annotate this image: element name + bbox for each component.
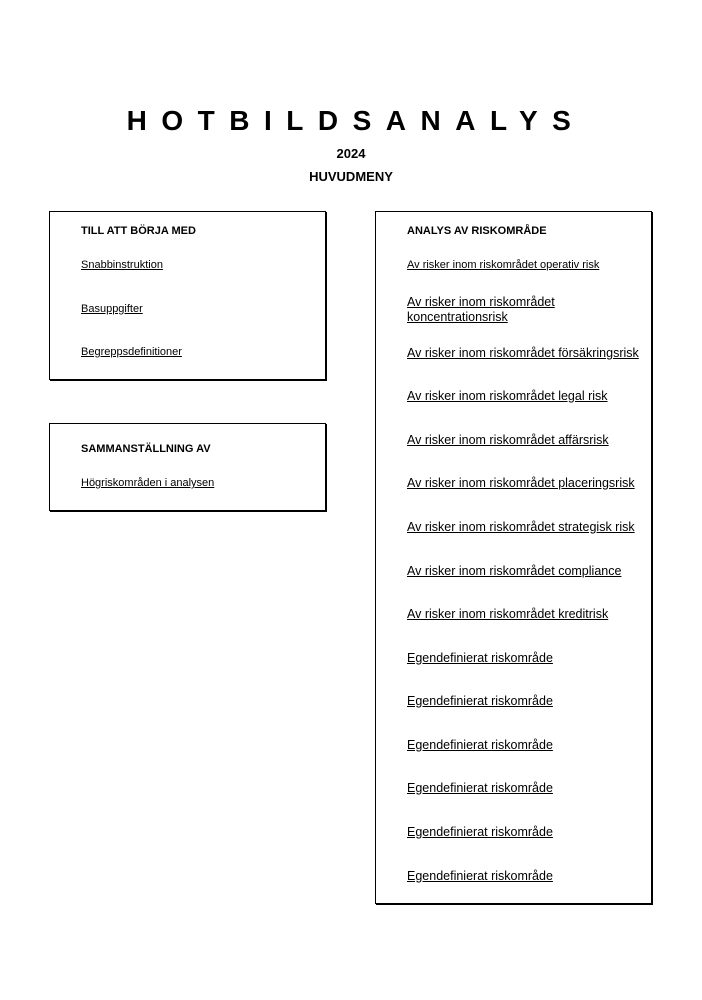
link-egendefinierat-6[interactable]: Egendefinierat riskområde <box>407 869 553 883</box>
link-koncentrationsrisk[interactable]: Av risker inom riskområdet koncentrationsrisk <box>407 295 555 324</box>
link-egendefinierat-4[interactable]: Egendefinierat riskområde <box>407 781 553 795</box>
link-compliance[interactable]: Av risker inom riskområdet compliance <box>407 564 622 578</box>
start-box-heading: TILL ATT BÖRJA MED <box>81 225 196 237</box>
link-strategisk-risk[interactable]: Av risker inom riskområdet strategisk risk <box>407 520 635 534</box>
link-egendefinierat-3[interactable]: Egendefinierat riskområde <box>407 738 553 752</box>
link-begreppsdefinitioner[interactable]: Begreppsdefinitioner <box>81 346 182 358</box>
link-snabbinstruktion[interactable]: Snabbinstruktion <box>81 259 163 271</box>
link-operativ-risk[interactable]: Av risker inom riskområdet operativ risk <box>407 259 600 271</box>
link-placeringsrisk[interactable]: Av risker inom riskområdet placeringsrisk <box>407 476 635 490</box>
analysis-box-heading: ANALYS AV RISKOMRÅDE <box>407 225 547 237</box>
page-title: HOTBILDSANALYS <box>126 105 586 136</box>
link-egendefinierat-1[interactable]: Egendefinierat riskområde <box>407 651 553 665</box>
link-legal-risk[interactable]: Av risker inom riskområdet legal risk <box>407 389 608 403</box>
link-affarsrisk[interactable]: Av risker inom riskområdet affärsrisk <box>407 433 609 447</box>
link-egendefinierat-2[interactable]: Egendefinierat riskområde <box>407 694 553 708</box>
summary-box <box>49 423 326 511</box>
link-hogriskomraden[interactable]: Högriskområden i analysen <box>81 477 215 489</box>
link-basuppgifter[interactable]: Basuppgifter <box>81 303 143 315</box>
link-kreditrisk[interactable]: Av risker inom riskområdet kreditrisk <box>407 607 609 621</box>
summary-box-heading: SAMMANSTÄLLNING AV <box>81 443 211 455</box>
link-forsakringsrisk[interactable]: Av risker inom riskområdet försäkringsrisk <box>407 346 639 360</box>
link-egendefinierat-5[interactable]: Egendefinierat riskområde <box>407 825 553 839</box>
page-subtitle: HUVUDMENY <box>309 169 393 184</box>
page-year: 2024 <box>336 146 366 161</box>
